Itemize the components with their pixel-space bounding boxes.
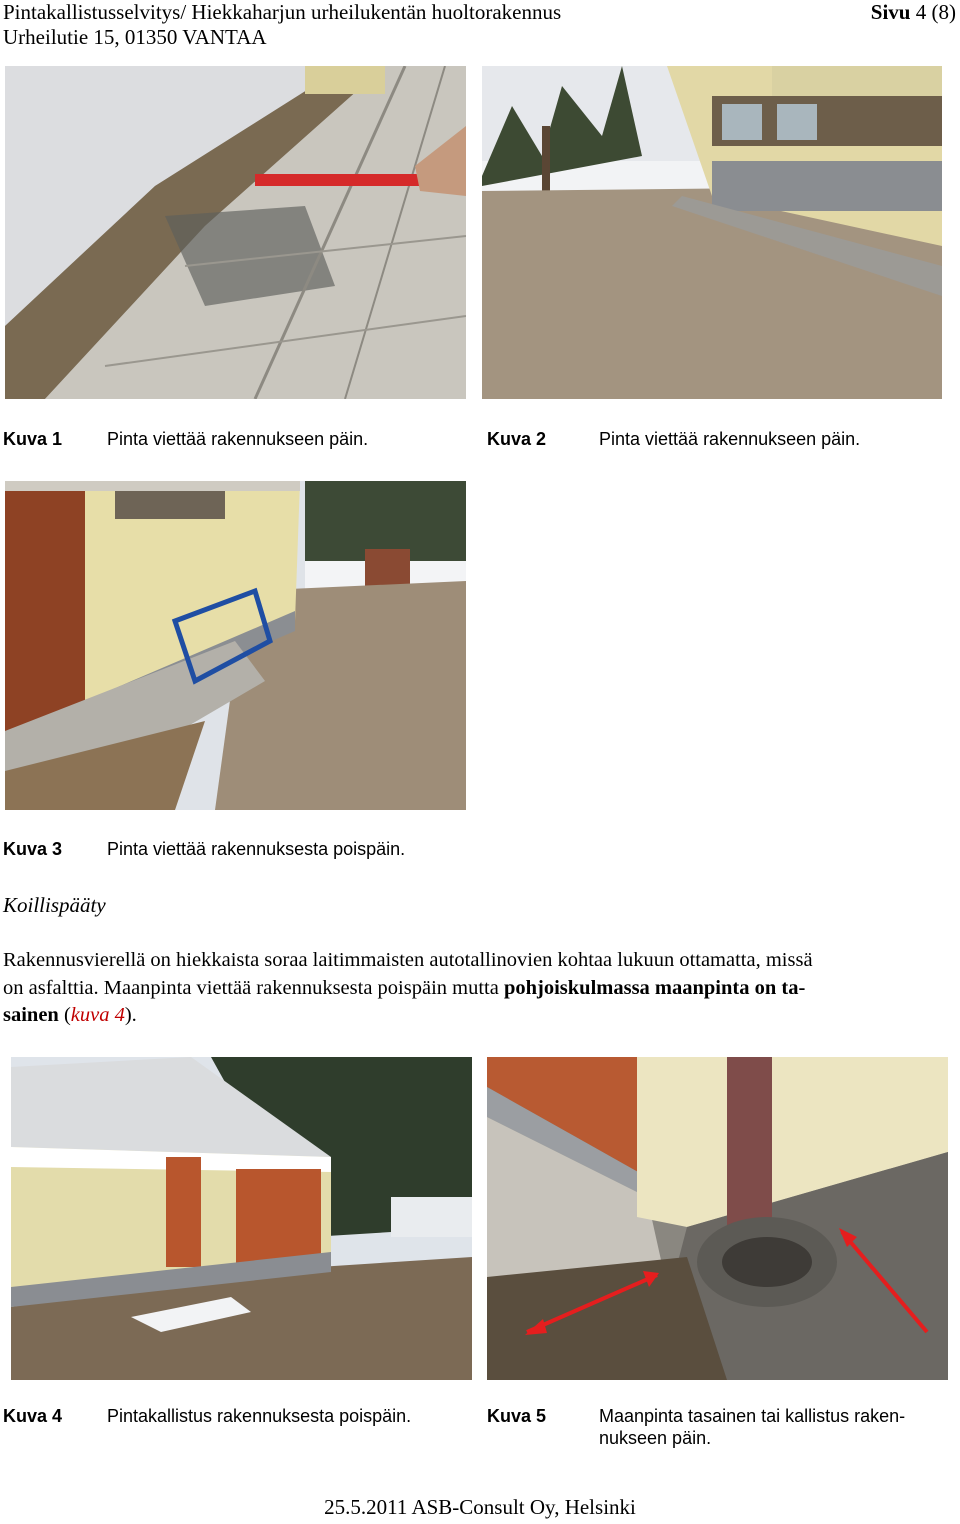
caption-text	[599, 1405, 959, 1449]
caption-label: Kuva 5	[487, 1406, 547, 1426]
page-number: 4 (8)	[915, 0, 956, 24]
caption-text: Pinta viettää rakennukseen päin.	[107, 429, 369, 449]
page-footer: 25.5.2011 ASB-Consult Oy, Helsinki	[324, 1495, 636, 1519]
caption-text: Pinta viettää rakennukseen päin.	[599, 429, 861, 449]
paragraph-emphasis: pohjoiskulmassa maanpinta on ta-	[503, 976, 806, 999]
photo-kuva-4	[11, 1057, 472, 1380]
caption-kuva-2	[487, 428, 546, 450]
section-heading: Koillispääty	[3, 893, 106, 917]
caption-text: Pinta viettää rakennuksesta poispäin.	[107, 839, 406, 859]
paragraph-line: Rakennusvierellä on hiekkaista soraa laitimmaisten autotallinovien kohtaa lukuun ottamatta, missä	[3, 949, 813, 971]
caption-kuva-4	[3, 1405, 62, 1427]
document-address: Urheilutie 15, 01350 VANTAA	[3, 25, 267, 49]
page-indicator	[871, 0, 956, 24]
paragraph-text: (	[58, 1004, 71, 1026]
caption-label: Kuva 1	[3, 429, 63, 449]
caption-kuva-1	[3, 428, 62, 450]
caption-line: nukseen päin.	[599, 1428, 712, 1448]
figure-reference: kuva 4	[70, 1004, 125, 1026]
paragraph-text: on asfalttia. Maanpinta viettää rakennuksesta poispäin mutta	[3, 976, 504, 999]
caption-label: Kuva 4	[3, 1406, 63, 1426]
photo-kuva-2	[482, 66, 942, 399]
caption-label: Kuva 3	[3, 839, 63, 859]
photo-kuva-1	[5, 66, 466, 399]
section-paragraph	[3, 947, 953, 1030]
page-label: Sivu	[870, 0, 911, 24]
caption-line: Maanpinta tasainen tai kallistus raken-	[599, 1406, 906, 1426]
photo-kuva-3	[5, 481, 466, 810]
photo-kuva-5	[487, 1057, 948, 1380]
paragraph-line	[3, 1002, 953, 1030]
paragraph-line	[3, 975, 953, 1003]
caption-kuva-3	[3, 838, 62, 860]
paragraph-emphasis: sainen	[3, 1004, 59, 1026]
document-title: Pintakallistusselvitys/ Hiekkaharjun urheilukentän huoltorakennus	[3, 0, 562, 24]
paragraph-text: ).	[124, 1004, 137, 1026]
caption-text: Pintakallistus rakennuksesta poispäin.	[107, 1406, 412, 1426]
caption-label: Kuva 2	[487, 429, 547, 449]
caption-kuva-5	[487, 1405, 546, 1427]
